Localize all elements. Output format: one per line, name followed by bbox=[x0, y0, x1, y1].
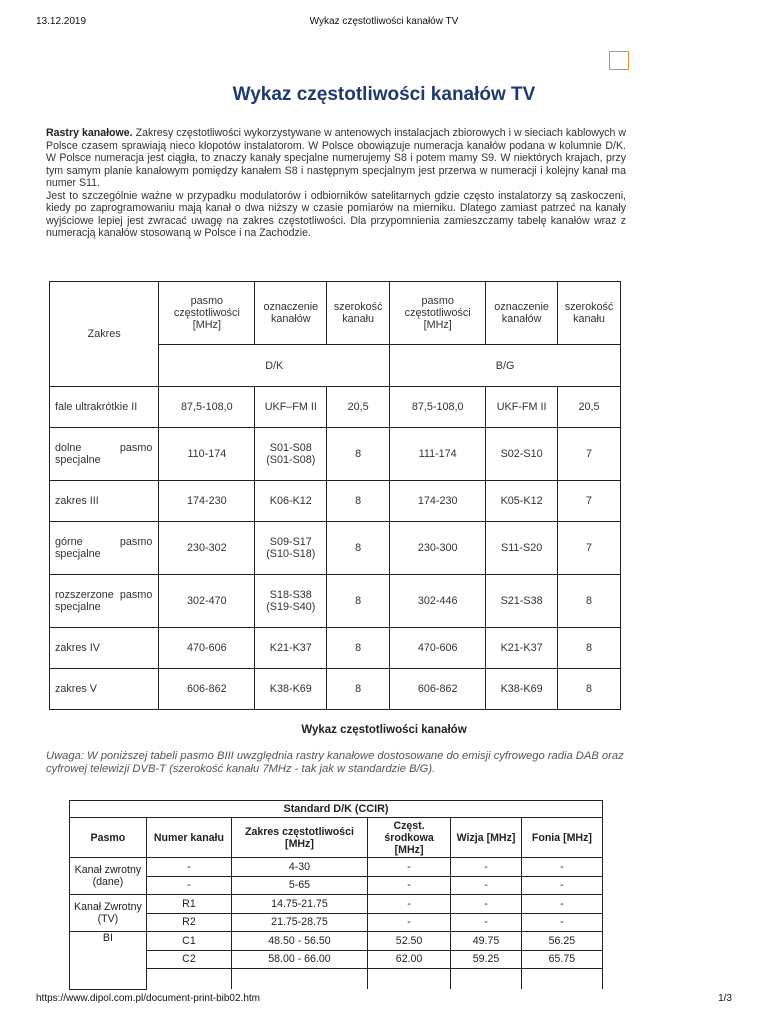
table-row bbox=[50, 387, 621, 428]
cell: S09-S17 (S10-S18) bbox=[255, 522, 327, 575]
cell: 8 bbox=[558, 575, 621, 628]
cell: 14.75-21.75 bbox=[232, 895, 368, 914]
header-fonia: Fonia [MHz] bbox=[521, 818, 602, 858]
cell: 59.25 bbox=[451, 950, 522, 969]
cell: 87,5-108,0 bbox=[159, 387, 255, 428]
table-row bbox=[70, 858, 603, 877]
channel-frequency-table bbox=[69, 800, 603, 990]
table-row bbox=[70, 932, 603, 951]
cell: 8 bbox=[327, 669, 390, 710]
standard-header-row bbox=[70, 801, 603, 818]
cell: - bbox=[367, 876, 450, 895]
cell: 8 bbox=[558, 628, 621, 669]
cell: 62.00 bbox=[367, 950, 450, 969]
cell: 470-606 bbox=[390, 628, 486, 669]
table-row bbox=[50, 428, 621, 481]
print-page-title: Wykaz częstotliwości kanałów TV bbox=[309, 16, 459, 27]
cell: - bbox=[451, 876, 522, 895]
standard-dk: D/K bbox=[159, 345, 390, 387]
cell: 111-174 bbox=[390, 428, 486, 481]
cell: - bbox=[521, 895, 602, 914]
table-row bbox=[70, 895, 603, 914]
cell: 49.75 bbox=[451, 932, 522, 951]
header-szerokosc-dk: szerokość kanału bbox=[327, 282, 390, 345]
cell: 52.50 bbox=[367, 932, 450, 951]
cell: 174-230 bbox=[390, 481, 486, 522]
cell: - bbox=[451, 913, 522, 932]
note-text: Uwaga: W poniższej tabeli pasmo BIII uwzględnia rastry kanałowe dostosowane do emisji cyfrowego radia DAB oraz cyfrowej telewizji DVB-T (szerokość kanału 7MHz - tak jak w standardzie B/G). bbox=[46, 750, 624, 775]
cell: UKF–FM II bbox=[255, 387, 327, 428]
print-footer bbox=[36, 993, 732, 1007]
row-zakres: zakres IV bbox=[50, 628, 159, 669]
cell: S21-S38 bbox=[486, 575, 558, 628]
header-zakres-czestotliwosci: Zakres częstotliwości [MHz] bbox=[232, 818, 368, 858]
cell bbox=[367, 969, 450, 990]
page-number: 1/3 bbox=[718, 993, 732, 1004]
cell: - bbox=[367, 858, 450, 877]
row-zakres: dolne pasmo specjalne bbox=[50, 428, 159, 481]
cell: - bbox=[521, 876, 602, 895]
standard-title: Standard D/K (CCIR) bbox=[70, 801, 603, 818]
cell: 8 bbox=[327, 428, 390, 481]
intro-lead: Rastry kanałowe. bbox=[46, 127, 133, 139]
cell: 230-300 bbox=[390, 522, 486, 575]
cell: 110-174 bbox=[159, 428, 255, 481]
cell: R2 bbox=[146, 913, 231, 932]
table-row bbox=[70, 876, 603, 895]
cell: 7 bbox=[558, 522, 621, 575]
pasmo-cell: BI bbox=[70, 932, 147, 990]
cell: UKF-FM II bbox=[486, 387, 558, 428]
row-zakres: fale ultrakrótkie II bbox=[50, 387, 159, 428]
cell: 470-606 bbox=[159, 628, 255, 669]
cell: - bbox=[451, 858, 522, 877]
cell: 58.00 - 66.00 bbox=[232, 950, 368, 969]
cell: 230-302 bbox=[159, 522, 255, 575]
table-row bbox=[70, 913, 603, 932]
cell: 87,5-108,0 bbox=[390, 387, 486, 428]
cell: C2 bbox=[146, 950, 231, 969]
header-pasmo-dk: pasmo częstotliwości [MHz] bbox=[159, 282, 255, 345]
print-url: https://www.dipol.com.pl/document-print-bib02.htm bbox=[36, 993, 260, 1004]
cell: 20,5 bbox=[558, 387, 621, 428]
cell: K38-K69 bbox=[255, 669, 327, 710]
channel-band-table bbox=[49, 281, 621, 710]
cell: K21-K37 bbox=[486, 628, 558, 669]
cell: - bbox=[521, 858, 602, 877]
cell bbox=[521, 969, 602, 990]
table-row bbox=[50, 481, 621, 522]
cell: 7 bbox=[558, 428, 621, 481]
cell: R1 bbox=[146, 895, 231, 914]
table-row bbox=[70, 950, 603, 969]
cell: - bbox=[367, 913, 450, 932]
row-zakres: zakres III bbox=[50, 481, 159, 522]
cell: - bbox=[367, 895, 450, 914]
header-pasmo-bg: pasmo częstotliwości [MHz] bbox=[390, 282, 486, 345]
section-subtitle: Wykaz częstotliwości kanałów bbox=[301, 724, 467, 736]
cell: - bbox=[146, 876, 231, 895]
cell: 7 bbox=[558, 481, 621, 522]
cell: 8 bbox=[327, 575, 390, 628]
table-row bbox=[50, 575, 621, 628]
standard-bg: B/G bbox=[390, 345, 621, 387]
cell: 20,5 bbox=[327, 387, 390, 428]
cell: S11-S20 bbox=[486, 522, 558, 575]
cell: - bbox=[146, 858, 231, 877]
table-row bbox=[50, 522, 621, 575]
cell: 302-470 bbox=[159, 575, 255, 628]
header-oznaczenie-dk: oznaczenie kanałów bbox=[255, 282, 327, 345]
cell: 174-230 bbox=[159, 481, 255, 522]
header-zakres: Zakres bbox=[50, 282, 159, 387]
cell: S01-S08 (S01-S08) bbox=[255, 428, 327, 481]
cell: 8 bbox=[558, 669, 621, 710]
header-numer-kanalu: Numer kanału bbox=[146, 818, 231, 858]
cell: 5-65 bbox=[232, 876, 368, 895]
table-header-row bbox=[50, 282, 621, 345]
cell: 8 bbox=[327, 628, 390, 669]
cell: S02-S10 bbox=[486, 428, 558, 481]
cell: - bbox=[521, 913, 602, 932]
cell: 606-862 bbox=[159, 669, 255, 710]
cell: 21.75-28.75 bbox=[232, 913, 368, 932]
row-zakres: górne pasmo specjalne bbox=[50, 522, 159, 575]
cell: K21-K37 bbox=[255, 628, 327, 669]
cell: 4-30 bbox=[232, 858, 368, 877]
header-wizja: Wizja [MHz] bbox=[451, 818, 522, 858]
header-pasmo: Pasmo bbox=[70, 818, 147, 858]
cell: 48.50 - 56.50 bbox=[232, 932, 368, 951]
cell: 8 bbox=[327, 481, 390, 522]
document-title: Wykaz częstotliwości kanałów TV bbox=[232, 84, 536, 105]
table-row bbox=[50, 669, 621, 710]
table-row bbox=[50, 628, 621, 669]
cell: K06-K12 bbox=[255, 481, 327, 522]
row-zakres: rozszerzone pasmo specjalne bbox=[50, 575, 159, 628]
intro-paragraph-1 bbox=[46, 127, 626, 190]
cell: - bbox=[451, 895, 522, 914]
print-header bbox=[36, 16, 732, 30]
pasmo-cell: Kanał Zwrotny (TV) bbox=[70, 895, 147, 932]
cell: 302-446 bbox=[390, 575, 486, 628]
cell bbox=[146, 969, 231, 990]
orange-frame-icon bbox=[609, 51, 629, 70]
intro-body-1: Zakresy częstotliwości wykorzystywane w antenowych instalacjach zbiorowych i w sieciach kablowych w Polsce czasem sprawiają nieco kłopotów instalatorom. W Polsce obowiązuje numeracja kanałów podana w kolumnie D/K. W Polsce numeracja jest ciągła, to znaczy kanały specjalne numerujemy S8 i potem mamy S9. W niektórych krajach, przy tym samym planie kanałowym pomiędzy kanałem S8 i następnym specjalnym jest przerwa w numeracji i kolejny kanał ma numer S11. bbox=[46, 127, 626, 189]
intro-text bbox=[46, 127, 626, 240]
intro-paragraph-2: Jest to szczególnie ważne w przypadku modulatorów i odbiorników satelitarnych gdzie często instalatorzy są zaskoczeni, kiedy po zaprogramowaniu mają kanał o dwa niższy w czasie pomiarów na mierniku. Dlatego zamiast patrzeć na kanały wyjściowe lepiej jest zwracać uwagę na zakres częstotliwości. Dla przypomnienia zamieszczamy tabelę kanałów wraz z numeracją kanałów stosowaną w Polsce i na Zachodzie. bbox=[46, 189, 626, 239]
cell bbox=[232, 969, 368, 990]
cell bbox=[451, 969, 522, 990]
table-row-cut bbox=[70, 969, 603, 990]
header-szerokosc-bg: szerokość kanału bbox=[558, 282, 621, 345]
cell: 56.25 bbox=[521, 932, 602, 951]
row-zakres: zakres V bbox=[50, 669, 159, 710]
cell: S18-S38 (S19-S40) bbox=[255, 575, 327, 628]
cell: 8 bbox=[327, 522, 390, 575]
header-czest-srodkowa: Częst. środkowa [MHz] bbox=[367, 818, 450, 858]
print-date: 13.12.2019 bbox=[36, 16, 87, 27]
cell: K38-K69 bbox=[486, 669, 558, 710]
pasmo-cell: Kanał zwrotny (dane) bbox=[70, 858, 147, 895]
cell: 606-862 bbox=[390, 669, 486, 710]
header-oznaczenie-bg: oznaczenie kanałów bbox=[486, 282, 558, 345]
column-header-row bbox=[70, 818, 603, 858]
cell: K05-K12 bbox=[486, 481, 558, 522]
cell: C1 bbox=[146, 932, 231, 951]
cell: 65.75 bbox=[521, 950, 602, 969]
